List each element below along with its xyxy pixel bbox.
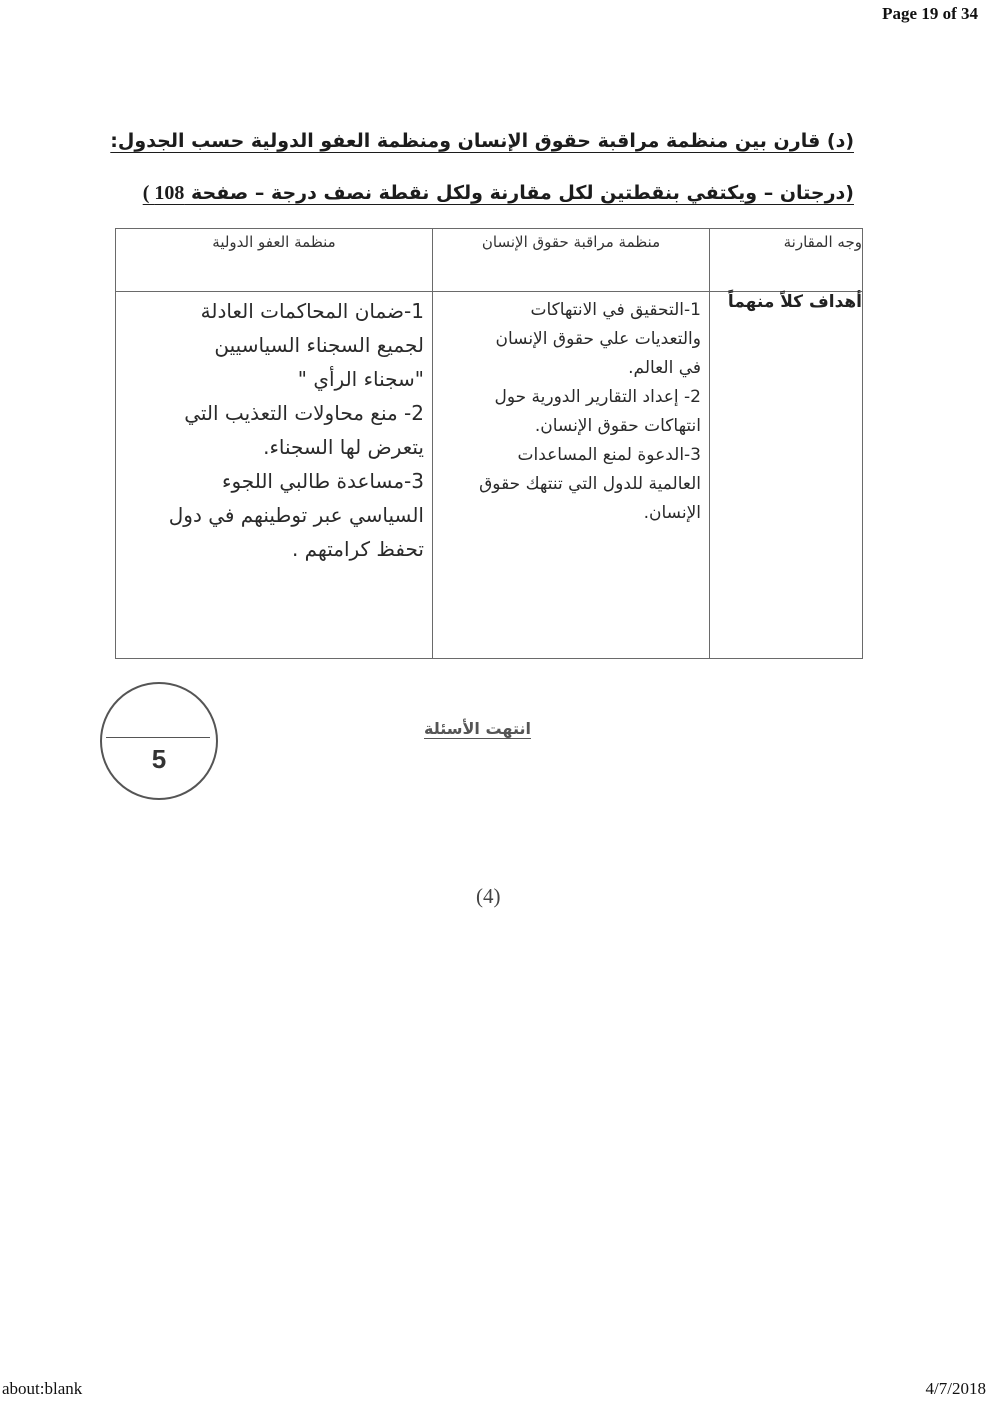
list-item: يتعرض لها السجناء. — [263, 435, 424, 459]
table-row — [116, 292, 863, 659]
header-amnesty: منظمة العفو الدولية — [116, 229, 433, 292]
list-item: 3-الدعوة لمنع المساعدات — [517, 445, 701, 465]
list-item: 1-ضمان المحاكمات العادلة — [200, 299, 424, 323]
end-of-questions-note: انتهت الأسئلة — [424, 719, 531, 738]
list-item: والتعديات علي حقوق الإنسان — [495, 329, 701, 349]
comparison-table — [115, 228, 863, 659]
footer-date: 4/7/2018 — [925, 1379, 986, 1398]
footer-url: about:blank — [2, 1379, 83, 1398]
grade-divider — [106, 737, 210, 738]
list-item: 2- إعداد التقارير الدورية حول — [494, 387, 701, 407]
list-item: السياسي عبر توطينهم في دول — [168, 503, 424, 527]
page-number: (4) — [476, 884, 501, 908]
grade-score: 5 — [151, 744, 167, 774]
question-instructions-text: (درجتان – ويكتفي بنقطتين لكل مقارنة ولكل نقطة نصف درجة – صفحة — [190, 182, 854, 204]
grade-circle — [100, 682, 218, 800]
amnesty-goals-list — [116, 292, 432, 566]
list-item: "سجناء الرأي " — [297, 367, 424, 391]
list-item: العالمية للدول التي تنتهك حقوق — [479, 474, 701, 494]
list-item: لجميع السجناء السياسيين — [214, 333, 424, 357]
question-instructions — [143, 182, 854, 205]
list-item: انتهاكات حقوق الإنسان. — [534, 416, 701, 436]
hrw-goals-list — [433, 292, 709, 528]
list-item: في العالم. — [628, 358, 701, 378]
amnesty-goals-cell — [116, 292, 433, 659]
list-item: الإنسان. — [643, 503, 701, 523]
question-title: (د) قارن بين منظمة مراقبة حقوق الإنسان ومنظمة العفو الدولية حسب الجدول: — [110, 130, 854, 152]
hrw-goals-cell — [433, 292, 710, 659]
page-indicator: Page 19 of 34 — [882, 4, 978, 23]
list-item: 2- منع محاولات التعذيب التي — [184, 401, 424, 425]
list-item: تحفظ كرامتهم . — [291, 537, 424, 561]
list-item: 3-مساعدة طالبي اللجوء — [222, 469, 424, 493]
header-aspect: وجه المقارنة — [710, 229, 863, 292]
row-aspect: أهداف كلاً منهماً — [710, 292, 863, 659]
list-item: 1-التحقيق في الانتهاكات — [530, 300, 701, 320]
table-header-row — [116, 229, 863, 292]
header-hrw: منظمة مراقبة حقوق الإنسان — [433, 229, 710, 292]
question-page-ref: 108 ) — [142, 182, 185, 204]
